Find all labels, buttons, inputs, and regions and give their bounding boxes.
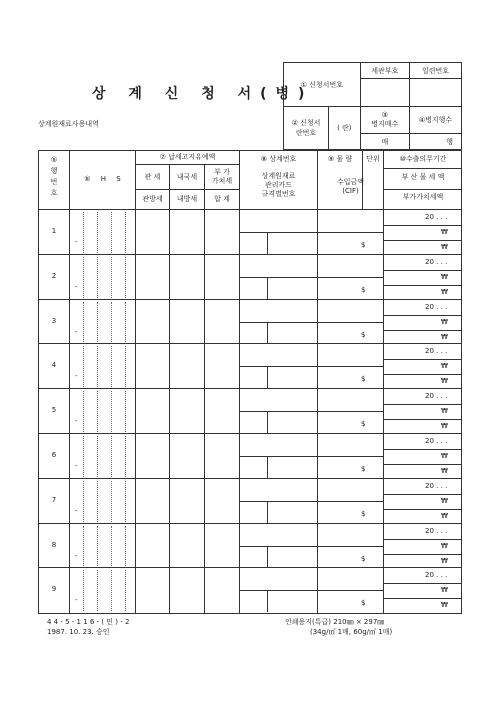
customs-code-label: 세관부호 bbox=[360, 63, 409, 79]
customs-duty-header: 관 세 bbox=[144, 173, 161, 181]
row-number: 7 bbox=[51, 495, 57, 504]
vat-amount-header: 부가가치세액 bbox=[402, 193, 444, 201]
deadline-date: 20 . . . bbox=[425, 571, 448, 580]
row-number: 1 bbox=[51, 227, 57, 235]
local-tax-header: 내방세 bbox=[176, 195, 198, 203]
material-card-header: 상계원재료 관리카드 규격별번호 bbox=[261, 172, 296, 198]
paper-weight: (34g/㎡ 1매, 60g/㎡ 1매) bbox=[310, 628, 393, 636]
deadline-date: 20 . . . bbox=[425, 437, 448, 445]
row-number: 8 bbox=[51, 540, 57, 549]
domestic-tax-header: 내국세 bbox=[176, 173, 198, 181]
won-sign: ₩ bbox=[441, 272, 448, 281]
hs-dash: - bbox=[75, 551, 78, 560]
row-number-header: ⑤ 행 번 호 bbox=[50, 156, 58, 197]
hs-dash: - bbox=[75, 506, 78, 515]
row-number: 9 bbox=[51, 585, 57, 594]
attachment-count-label: ③ 병지매수 bbox=[360, 107, 409, 134]
deadline-date: 20 . . . bbox=[425, 526, 448, 535]
dollar-sign: $ bbox=[361, 420, 366, 429]
dollar-sign: $ bbox=[361, 241, 366, 249]
attachment-unit: 매 bbox=[360, 134, 409, 150]
won-sign: ₩ bbox=[441, 556, 448, 565]
dollar-sign: $ bbox=[361, 330, 366, 339]
page-label: ( 란) bbox=[329, 107, 361, 150]
usage-details-table bbox=[38, 150, 462, 614]
form-title: 상 계 신 청 서(병) bbox=[92, 86, 314, 102]
dollar-sign: $ bbox=[361, 599, 366, 608]
deadline-date: 20 . . . bbox=[425, 213, 448, 221]
paper-spec: 인쇄용지(특급) 210㎜ × 297㎜ bbox=[285, 618, 385, 626]
quantity-header: ⑨ 물 량 bbox=[327, 155, 353, 163]
row-count-unit: 행 bbox=[410, 134, 462, 150]
won-sign: ₩ bbox=[441, 586, 448, 595]
dollar-sign: $ bbox=[361, 285, 366, 294]
hs-dash: - bbox=[75, 372, 78, 381]
import-amount-header: 수입금액 (CIF) bbox=[336, 178, 365, 195]
vat-header: 부 가 가치세 bbox=[211, 168, 233, 185]
won-sign: ₩ bbox=[441, 362, 448, 371]
row-count-label: ④병지행수 bbox=[410, 107, 462, 134]
application-column-label: ② 신청서 란번호 bbox=[284, 107, 329, 150]
hs-dash: - bbox=[75, 238, 78, 246]
additional-tax-header: 부 산 물 세 액 bbox=[401, 173, 445, 181]
export-deadline-header: ⑩수출의무기간 bbox=[399, 155, 447, 163]
form-subtitle: 상계원재료사용내역 bbox=[38, 120, 99, 128]
won-sign: ₩ bbox=[441, 287, 448, 296]
serial-number-value[interactable] bbox=[410, 79, 462, 107]
won-sign: ₩ bbox=[441, 541, 448, 550]
won-sign: ₩ bbox=[441, 452, 448, 460]
dollar-sign: $ bbox=[361, 509, 366, 518]
dollar-sign: $ bbox=[361, 375, 366, 384]
application-header-box bbox=[283, 62, 462, 150]
row-number: 4 bbox=[51, 361, 57, 370]
row-number: 6 bbox=[51, 451, 57, 459]
hs-dash: - bbox=[75, 417, 78, 426]
tax-deferral-header: ⑦ 납세고지유예액 bbox=[159, 153, 216, 161]
approval-date: 1987. 10. 23. 승인 bbox=[47, 628, 110, 636]
deadline-date: 20 . . . bbox=[425, 347, 448, 356]
hs-dash: - bbox=[75, 462, 78, 470]
application-number-label: ① 신청서번호 bbox=[284, 63, 361, 107]
won-sign: ₩ bbox=[441, 317, 448, 326]
won-sign: ₩ bbox=[441, 422, 448, 431]
customs-code-value[interactable] bbox=[360, 79, 409, 107]
row-number: 2 bbox=[51, 271, 57, 280]
hs-code-header: ⑥ H S bbox=[84, 175, 121, 183]
won-sign: ₩ bbox=[441, 467, 448, 475]
hs-dash: - bbox=[75, 282, 78, 291]
offset-number-header: ⑧ 상계번호 bbox=[260, 155, 297, 163]
won-sign: ₩ bbox=[441, 511, 448, 520]
deadline-date: 20 . . . bbox=[425, 481, 448, 490]
won-sign: ₩ bbox=[441, 407, 448, 416]
row-number: 5 bbox=[51, 406, 57, 415]
row-number: 3 bbox=[51, 316, 57, 325]
serial-number-label: 일련번호 bbox=[410, 63, 462, 79]
hs-dash: - bbox=[75, 596, 78, 605]
total-header: 합 계 bbox=[214, 195, 230, 203]
won-sign: ₩ bbox=[441, 332, 448, 341]
deadline-date: 20 . . . bbox=[425, 392, 448, 401]
unit-header: 단위 bbox=[366, 155, 380, 163]
won-sign: ₩ bbox=[441, 601, 448, 610]
won-sign: ₩ bbox=[441, 228, 448, 236]
dollar-sign: $ bbox=[361, 465, 366, 473]
won-sign: ₩ bbox=[441, 496, 448, 505]
dollar-sign: $ bbox=[361, 554, 366, 563]
hs-dash: - bbox=[75, 327, 78, 336]
deadline-date: 20 . . . bbox=[425, 257, 448, 266]
deadline-date: 20 . . . bbox=[425, 302, 448, 311]
form-code: 4 4 - 5 - 1 1 6 - ( 민 ) - 2 bbox=[47, 618, 130, 626]
won-sign: ₩ bbox=[441, 243, 448, 251]
rural-tax-header: 관방세 bbox=[142, 195, 163, 203]
won-sign: ₩ bbox=[441, 377, 448, 386]
